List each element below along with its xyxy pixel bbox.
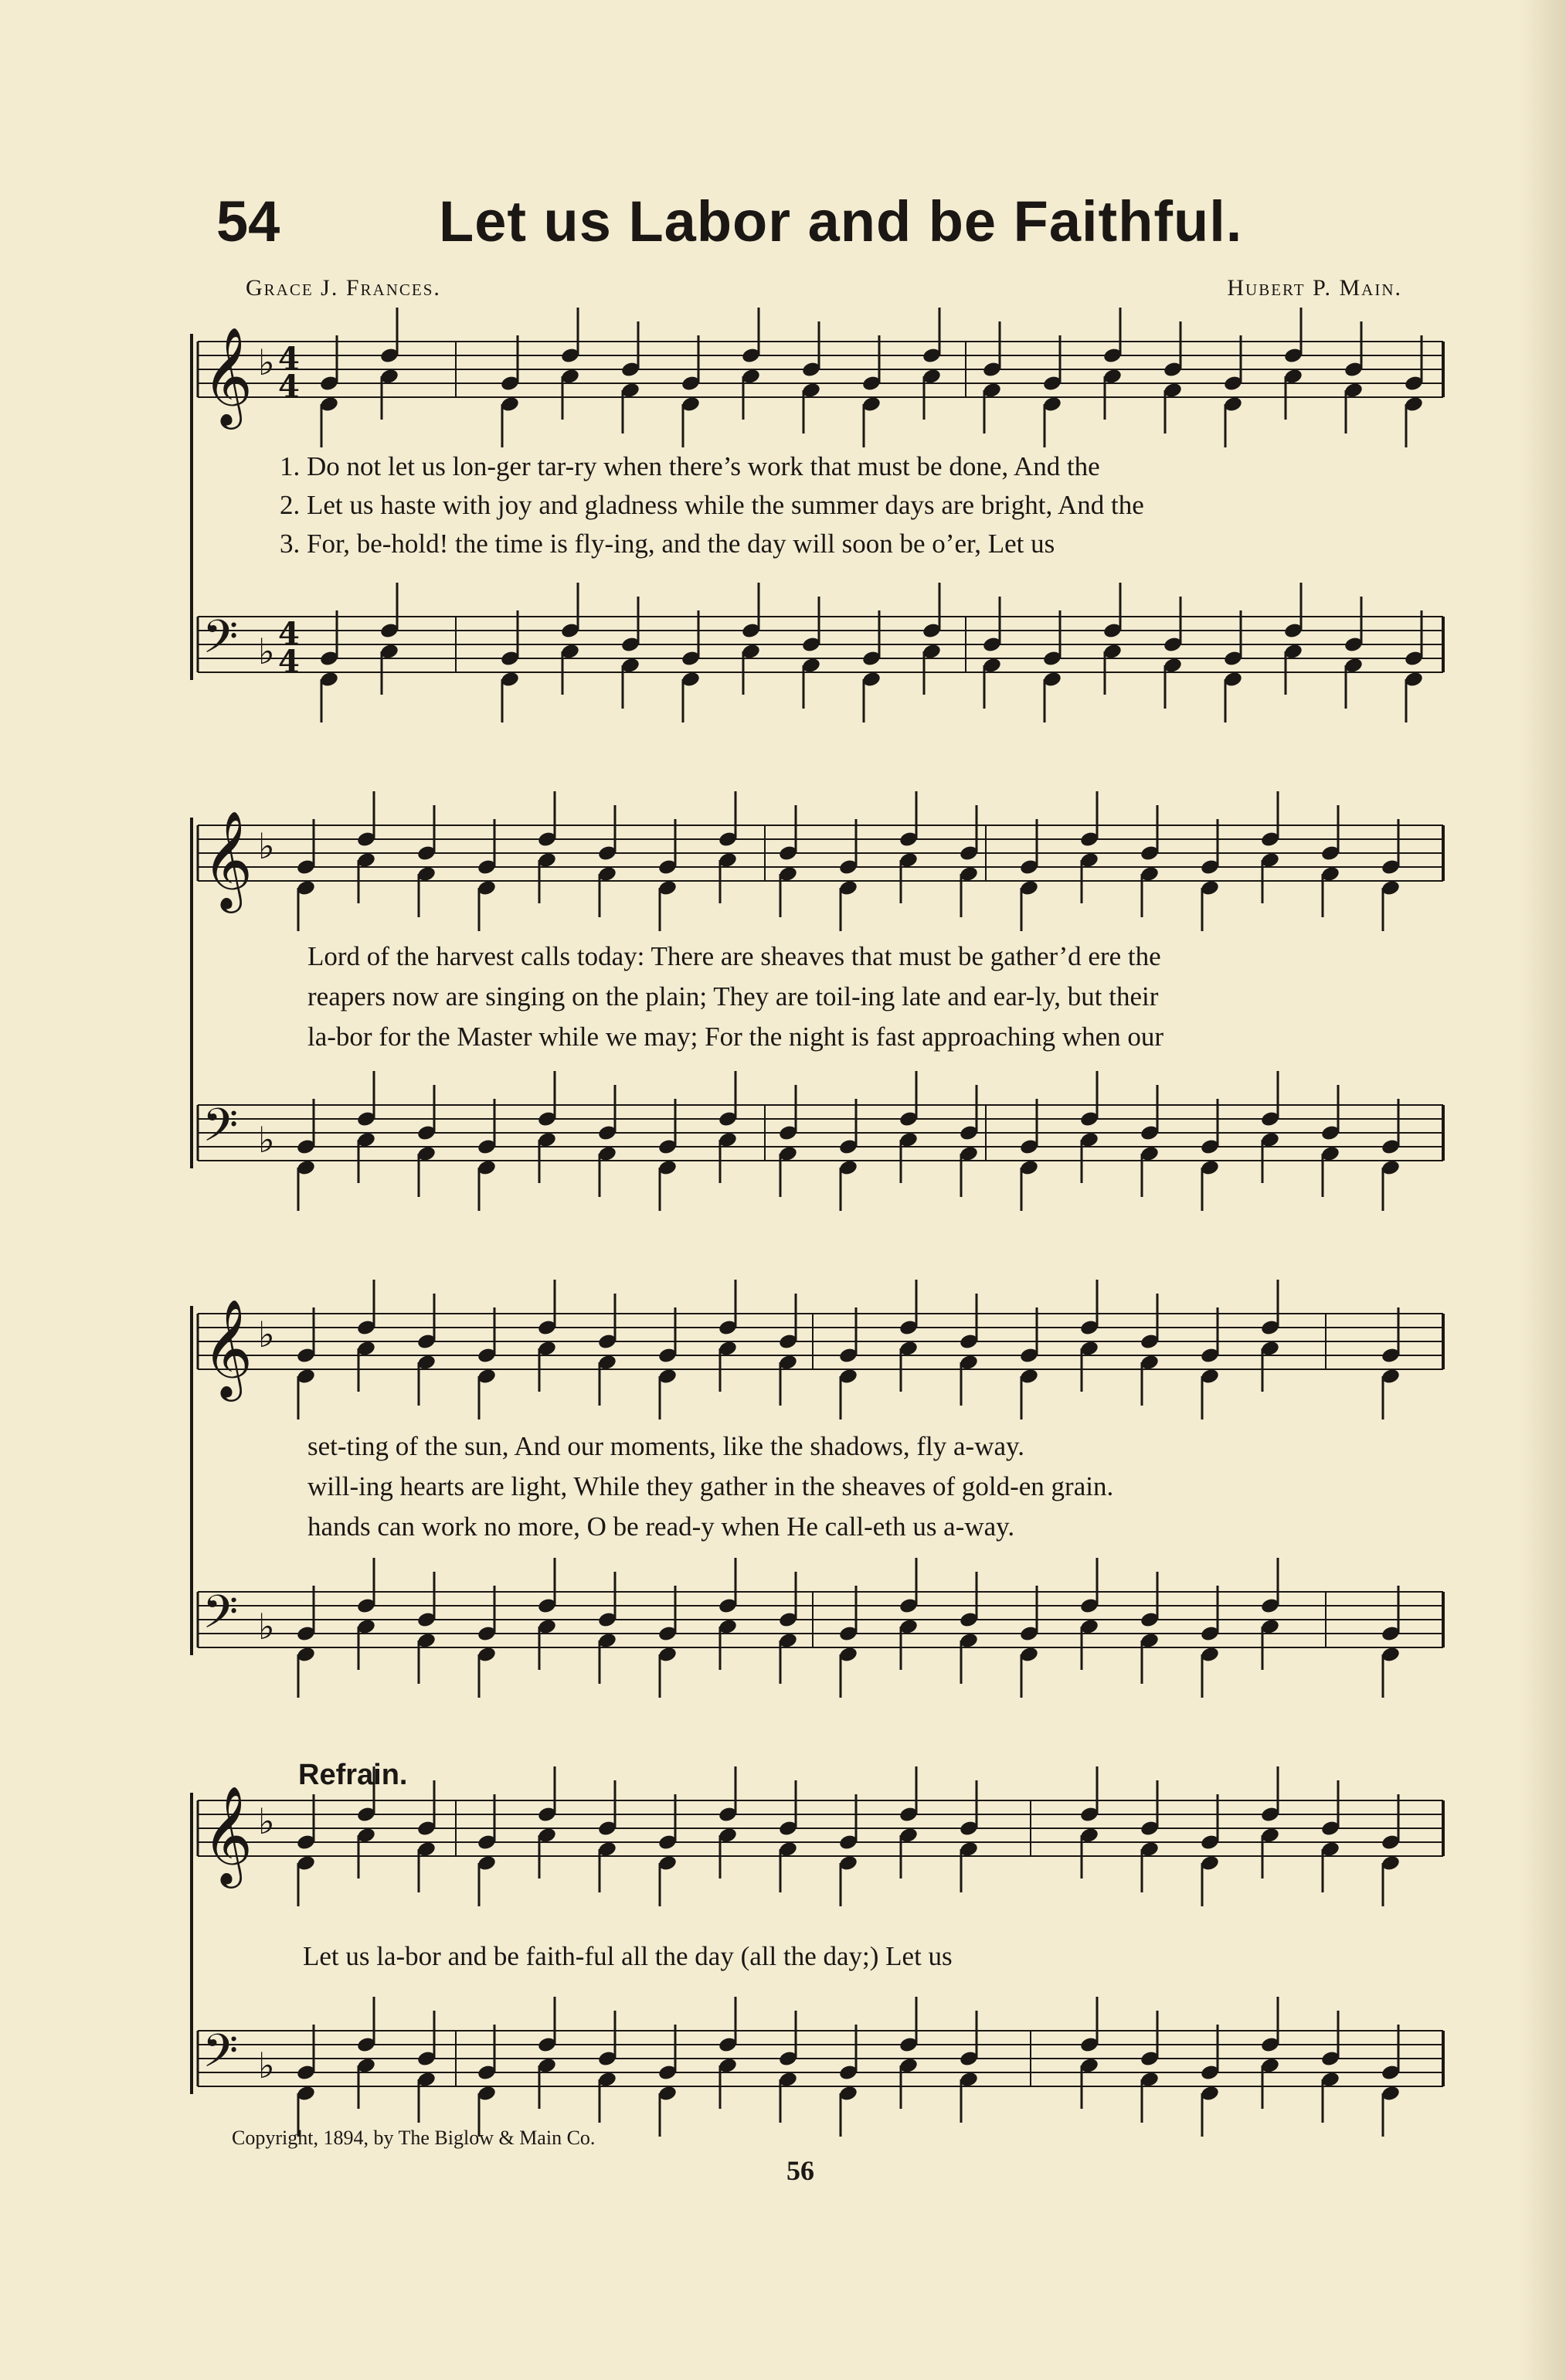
bass-clef-icon: 𝄢 [202,2024,239,2089]
page-number: 56 [786,2155,814,2186]
flat-icon: ♭ [258,1314,275,1356]
bass-clef-icon: 𝄢 [202,1098,239,1163]
flat-icon: ♭ [258,631,275,673]
treble-clef-icon: 𝄞 [202,1785,253,1884]
flat-icon: ♭ [258,342,275,384]
flat-icon: ♭ [258,1119,275,1161]
copyright-notice: Copyright, 1894, by The Biglow & Main Co. [232,2127,596,2149]
flat-icon: ♭ [258,2045,275,2087]
hymn-number: 54 [216,189,280,253]
flat-icon: ♭ [258,1606,275,1648]
lyric-line: 2. Let us haste with joy and gladness while the summer days are bright, And the [280,490,1144,520]
lyric-line: set-ting of the sun, And our moments, like the shadows, fly a-way. [307,1431,1024,1461]
composer-credit: Hubert P. Main. [1227,275,1402,301]
lyric-line: hands can work no more, O be read-y when He call-eth us a-way. [307,1511,1015,1542]
lyric-line: 3. For, be-hold! the time is fly-ing, and the day will soon be o’er, Let us [280,529,1055,559]
time-signature-icon: 4 [278,644,300,680]
lyric-line: la-bor for the Master while we may; For the night is fast approaching when our [307,1022,1164,1052]
time-signature-icon: 4 [278,369,300,405]
refrain-label: Refrain. [298,1759,408,1791]
lyric-line: Let us la-bor and be faith-ful all the day (all the day;) Let us [303,1941,953,1971]
lyric-line: Lord of the harvest calls today: There are sheaves that must be gather’d ere the [307,941,1161,971]
time-signature-icon: 4 [278,341,300,377]
lyric-line: will-ing hearts are light, While they gather in the sheaves of gold-en grain. [307,1471,1114,1501]
flat-icon: ♭ [258,825,275,868]
bass-clef-icon: 𝄢 [202,610,239,675]
lyric-line: 1. Do not let us lon-ger tar-ry when there’s work that must be done, And the [280,451,1100,481]
author-credit: Grace J. Frances. [246,275,441,301]
treble-clef-icon: 𝄞 [202,1298,253,1397]
lyric-line: reapers now are singing on the plain; They are toil-ing late and ear-ly, but their [307,981,1159,1012]
hymn-title: Let us Labor and be Faithful. [439,189,1243,253]
treble-clef-icon: 𝄞 [202,326,253,425]
time-signature-icon: 4 [278,616,300,652]
treble-clef-icon: 𝄞 [202,810,253,909]
bass-clef-icon: 𝄢 [202,1585,239,1650]
flat-icon: ♭ [258,1800,275,1843]
